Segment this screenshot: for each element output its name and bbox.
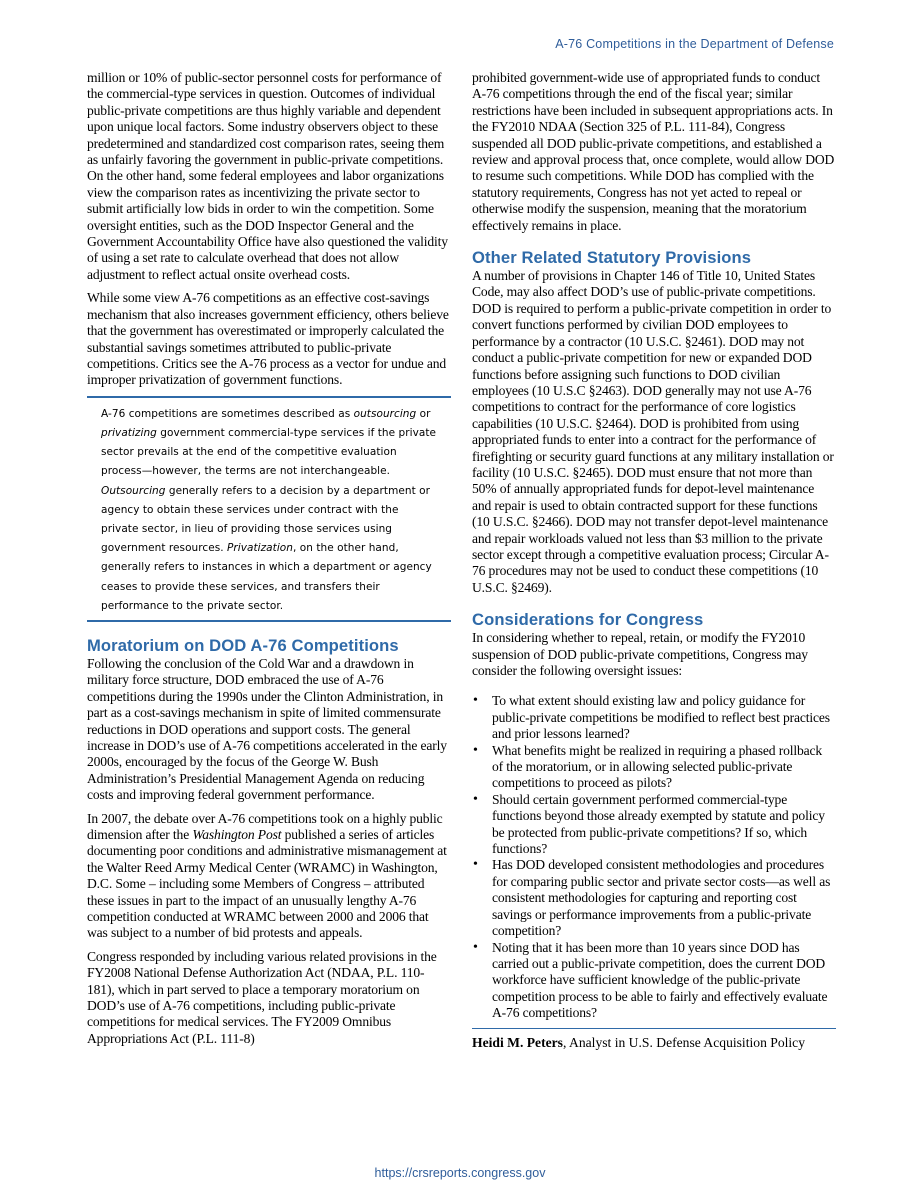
- list-item: • Noting that it has been more than 10 years since DOD has carried out a public-private competition, does the current DOD workforce have sufficient knowledge of the public-private competition process to be able to fairly and effectively evaluate A-76 competitions?: [472, 940, 836, 1022]
- sidebar-term-privatization: Privatization: [227, 542, 293, 555]
- heading-considerations: Considerations for Congress: [472, 610, 704, 630]
- paragraph-cost-rates: million or 10% of public-sector personnel costs for performance of the commercial-type services in question. Outcomes of individual public-private competitions are thus highly variable and dependent upon unique local factors. Some industry observers object to these predetermined and standardized cost comparison rates, seeing them as unfairly favoring the government in public-private competitions. On the other hand, some federal employees and labor organizations view the comparison rates as incentivizing the private sector to submit artificially low bids in order to win the competition. Some oversight entities, such as the DOD Inspector General and the Government Accountability Office have also questioned the validity of using a set rate to calculate overhead that does not allow adjustment to reflect actual onsite overhead costs.: [87, 70, 448, 282]
- list-item: • What benefits might be realized in requiring a phased rollback of the moratorium, or in allowing selected public-private competitions to proceed as pilots?: [472, 743, 836, 792]
- left-column: [87, 70, 451, 1054]
- sidebar-text-1: A-76 competitions are sometimes described as: [101, 407, 354, 420]
- sidebar-text-5: , on the other hand, generally refers to instances in which a department or agency ceases to provide these services, and transfers their performance to the private sector.: [101, 542, 432, 612]
- wramc-text-b: published a series of articles documenting poor conditions and administrative mismanagement at the Walter Reed Army Medical Center (WRAMC) in Washington, D.C. Some – including some Members of Congress – attributed these issues in part to the impact of an unusually lengthy A-76 competition conducted at WRAMC between 2000 and 2006 that was subject to a number of bid protests and appeals.: [87, 827, 447, 941]
- paragraph-considerations-intro: In considering whether to repeal, retain, or modify the FY2010 suspension of DOD public-private competitions, Congress may consider the following oversight issues:: [472, 630, 808, 678]
- list-item: • Has DOD developed consistent methodologies and procedures for comparing public sector and private sector costs—as well as consistent methodologies for capturing and reporting cost savings or performance improvements from a public-private competition?: [472, 857, 836, 939]
- paragraph-fy2010-suspension: prohibited government-wide use of appropriated funds to conduct A-76 competitions through the end of the fiscal year; similar restrictions have been included in subsequent appropriations acts. In the FY2010 NDAA (Section 325 of P.L. 111-84), Congress suspended all DOD public-private competitions, and established a review and approval process that, once complete, would allow DOD to resume such competitions. While DOD has complied with the statutory requirements, Congress has not yet acted to repeal or otherwise modify the suspension, meaning that the moratorium effectively remains in place.: [472, 70, 835, 233]
- paragraph-wramc: [87, 811, 451, 942]
- author-name: Heidi M. Peters: [472, 1034, 563, 1050]
- terminology-sidebar: [87, 396, 451, 622]
- sidebar-text-2: or: [416, 407, 431, 420]
- heading-other-provisions: Other Related Statutory Provisions: [472, 248, 752, 268]
- wramc-text-a: In 2007, the debate over A-76 competitions took on a highly public dimension after the: [87, 810, 443, 843]
- oversight-issues-list: [472, 693, 836, 1021]
- heading-moratorium: Moratorium on DOD A-76 Competitions: [87, 635, 399, 655]
- washington-post-title: Washington Post: [192, 827, 282, 843]
- sidebar-term-outsourcing-2: Outsourcing: [101, 484, 166, 497]
- paragraph-cost-savings-debate: While some view A-76 competitions as an effective cost-savings mechanism that also increases government efficiency, others believe that the government has overestimated or improperly calculated the substantial savings sometimes attributed to public-private competitions. Critics see the A-76 process as a vector for undue and improper privatization of government functions.: [87, 290, 449, 388]
- paragraph-title-10-provisions: A number of provisions in Chapter 146 of Title 10, United States Code, may also affect DOD’s use of public-private competitions. DOD is required to perform a public-private competition in order to convert functions performed by civilian DOD employees to performance by a contractor (10 U.S.C. §2461). DOD may not conduct a public-private competition for new or expanded DOD functions before assigning such functions to DOD civilian employees (10 U.S.C §2463). DOD generally may not use A-76 competitions to contract for the performance of core logistics capabilities (10 U.S.C. §2464). DOD is prohibited from using appropriated funds to enter into a contract for the performance of firefighting or security guard functions at any military installation or facility (10 U.S.C. §2465). DOD must ensure that not more than 50% of annually appropriated funds for depot-level maintenance and repair is used to obtain contracted support for these functions (10 U.S.C. §2466). DOD may not transfer depot-level maintenance and repair workloads valued not less than $3 million to the private sector except through a competitive evaluation process; Circular A-76 procedures may not be used to conduct these competitions (10 U.S.C. §2469).: [472, 268, 834, 595]
- list-item: • To what extent should existing law and policy guidance for public-private competitions be modified to reflect best practices and prior lessons learned?: [472, 693, 836, 742]
- running-header: A-76 Competitions in the Department of Defense: [555, 37, 834, 51]
- paragraph-cold-war: Following the conclusion of the Cold War and a drawdown in military force structure, DOD embraced the use of A-76 competitions during the 1990s under the Clinton Administration, in part as a cost-savings mechanism in spite of limited commensurate reductions in DOD operations and support costs. The general increase in DOD’s use of A-76 competitions accelerated in the early 2000s, encouraged by the focus of the George W. Bush Administration’s Presidential Management Agenda on reducing costs and improving federal government performance.: [87, 655, 447, 803]
- footer-url[interactable]: https://crsreports.congress.gov: [374, 1166, 546, 1180]
- sidebar-term-outsourcing: outsourcing: [353, 407, 417, 420]
- right-column: [472, 70, 836, 1051]
- author-title: , Analyst in U.S. Defense Acquisition Policy: [562, 1034, 806, 1050]
- list-item: • Should certain government performed commercial-type functions beyond those already exempted by statute and policy be protected from public-private competitions? If so, which functions?: [472, 792, 836, 858]
- sidebar-term-privatizing: privatizing: [101, 426, 157, 439]
- author-byline: [472, 1028, 836, 1051]
- paragraph-congress-response: Congress responded by including various related provisions in the FY2008 National Defense Authorization Act (NDAA, P.L. 110-181), which in part served to place a temporary moratorium on DOD’s use of A-76 competitions, including public-private competitions for medical services. The FY2009 Omnibus Appropriations Act (P.L. 111-8): [87, 948, 437, 1046]
- sidebar-text-3: government commercial-type services if the private sector prevails at the end of the competitive evaluation process—however, the terms are not interchangeable.: [101, 426, 437, 478]
- sidebar-text-4: generally refers to a decision by a department or agency to obtain these services under contract with the private sector, in lieu of providing those services using government resources.: [101, 484, 430, 555]
